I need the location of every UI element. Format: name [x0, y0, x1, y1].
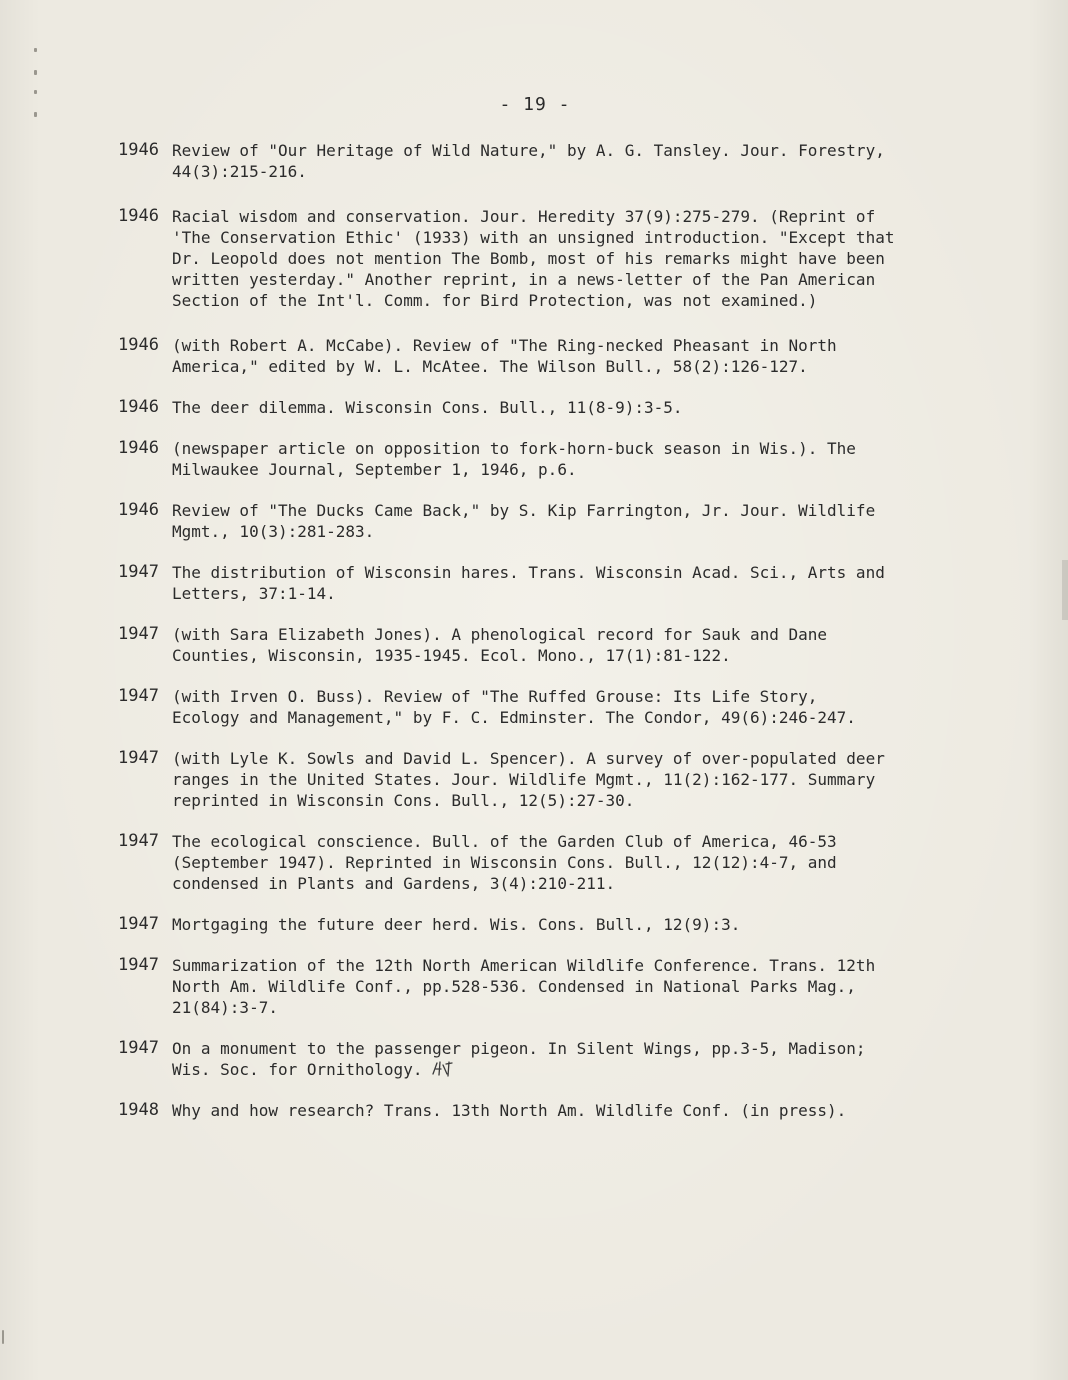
- bibliography-list: [118, 140, 978, 1121]
- edge-mark: [2, 1330, 4, 1344]
- entry-line: Dr. Leopold does not mention The Bomb, most of his remarks might have been: [172, 249, 885, 268]
- entry-year: 1947: [118, 1038, 159, 1058]
- entry-line: (with Robert A. McCabe). Review of "The Ring-necked Pheasant in North: [172, 336, 837, 355]
- bibliography-entry: [118, 831, 978, 894]
- entry-line: Why and how research? Trans. 13th North Am. Wildlife Conf. (in press).: [172, 1101, 847, 1120]
- bibliography-entry: [118, 748, 978, 811]
- entry-line: America," edited by W. L. McAtee. The Wilson Bull., 58(2):126-127.: [172, 357, 808, 376]
- page-number: - 19 -: [499, 94, 571, 115]
- entry-line: Review of "The Ducks Came Back," by S. Kip Farrington, Jr. Jour. Wildlife: [172, 501, 876, 520]
- entry-line: Review of "Our Heritage of Wild Nature," by A. G. Tansley. Jour. Forestry,: [172, 141, 885, 160]
- entry-line: Mortgaging the future deer herd. Wis. Cons. Bull., 12(9):3.: [172, 915, 741, 934]
- entry-line: (with Irven O. Buss). Review of "The Ruffed Grouse: Its Life Story,: [172, 687, 818, 706]
- entry-line: (September 1947). Reprinted in Wisconsin Cons. Bull., 12(12):4-7, and: [172, 853, 837, 872]
- bibliography-entry: [118, 500, 978, 542]
- edge-mark: [34, 90, 37, 94]
- entry-year: 1947: [118, 831, 159, 851]
- entry-line: Summarization of the 12th North American Wildlife Conference. Trans. 12th: [172, 956, 876, 975]
- entry-line: The deer dilemma. Wisconsin Cons. Bull., 11(8-9):3-5.: [172, 398, 683, 417]
- bibliography-entry: [118, 1038, 978, 1080]
- handwritten-mark-icon: [430, 1060, 456, 1078]
- entry-year: 1946: [118, 206, 159, 226]
- entry-line: ranges in the United States. Jour. Wildlife Mgmt., 11(2):162-177. Summary: [172, 770, 876, 789]
- entry-line: condensed in Plants and Gardens, 3(4):210-211.: [172, 874, 616, 893]
- bibliography-entry: [118, 914, 978, 935]
- entry-line: [172, 1059, 978, 1080]
- entry-line: Letters, 37:1-14.: [172, 584, 336, 603]
- entry-line-text: Wis. Soc. for Ornithology.: [172, 1060, 423, 1079]
- entry-line: Racial wisdom and conservation. Jour. Heredity 37(9):275-279. (Reprint of: [172, 207, 876, 226]
- bibliography-entry: [118, 335, 978, 377]
- page-edge-shadow: [1062, 560, 1068, 620]
- entry-year: 1946: [118, 438, 159, 458]
- bibliography-entry: [118, 140, 978, 182]
- entry-year: 1947: [118, 624, 159, 644]
- bibliography-entry: [118, 624, 978, 666]
- entry-line: (newspaper article on opposition to fork-horn-buck season in Wis.). The: [172, 439, 856, 458]
- entry-year: 1946: [118, 140, 159, 160]
- entry-line: 'The Conservation Ethic' (1933) with an unsigned introduction. "Except that: [172, 228, 895, 247]
- entry-year: 1947: [118, 955, 159, 975]
- entry-line: Ecology and Management," by F. C. Edminster. The Condor, 49(6):246-247.: [172, 708, 856, 727]
- edge-mark: [34, 48, 37, 52]
- entry-year: 1948: [118, 1100, 159, 1120]
- entry-year: 1947: [118, 914, 159, 934]
- edge-mark: [34, 70, 37, 75]
- edge-mark: [34, 112, 37, 117]
- entry-line: written yesterday." Another reprint, in a news-letter of the Pan American: [172, 270, 876, 289]
- entry-year: 1946: [118, 335, 159, 355]
- bibliography-entry: [118, 686, 978, 728]
- entry-line: Milwaukee Journal, September 1, 1946, p.6.: [172, 460, 577, 479]
- entry-line: reprinted in Wisconsin Cons. Bull., 12(5):27-30.: [172, 791, 635, 810]
- entry-line: (with Lyle K. Sowls and David L. Spencer). A survey of over-populated deer: [172, 749, 885, 768]
- entry-line: 21(84):3-7.: [172, 998, 278, 1017]
- entry-line: Counties, Wisconsin, 1935-1945. Ecol. Mono., 17(1):81-122.: [172, 646, 731, 665]
- bibliography-entry: [118, 562, 978, 604]
- entry-year: 1947: [118, 748, 159, 768]
- entry-year: 1947: [118, 686, 159, 706]
- bibliography-entry: [118, 206, 978, 311]
- entry-line: The distribution of Wisconsin hares. Trans. Wisconsin Acad. Sci., Arts and: [172, 563, 885, 582]
- entry-line: The ecological conscience. Bull. of the Garden Club of America, 46-53: [172, 832, 837, 851]
- entry-line: (with Sara Elizabeth Jones). A phenological record for Sauk and Dane: [172, 625, 828, 644]
- entry-year: 1947: [118, 562, 159, 582]
- entry-year: 1946: [118, 500, 159, 520]
- entry-line: 44(3):215-216.: [172, 162, 307, 181]
- bibliography-entry: [118, 438, 978, 480]
- entry-line: North Am. Wildlife Conf., pp.528-536. Condensed in National Parks Mag.,: [172, 977, 856, 996]
- entry-line: Section of the Int'l. Comm. for Bird Protection, was not examined.): [172, 291, 818, 310]
- bibliography-entry: [118, 397, 978, 418]
- bibliography-entry: [118, 955, 978, 1018]
- entry-line: Mgmt., 10(3):281-283.: [172, 522, 375, 541]
- entry-line: On a monument to the passenger pigeon. In Silent Wings, pp.3-5, Madison;: [172, 1039, 866, 1058]
- entry-year: 1946: [118, 397, 159, 417]
- bibliography-entry: [118, 1100, 978, 1121]
